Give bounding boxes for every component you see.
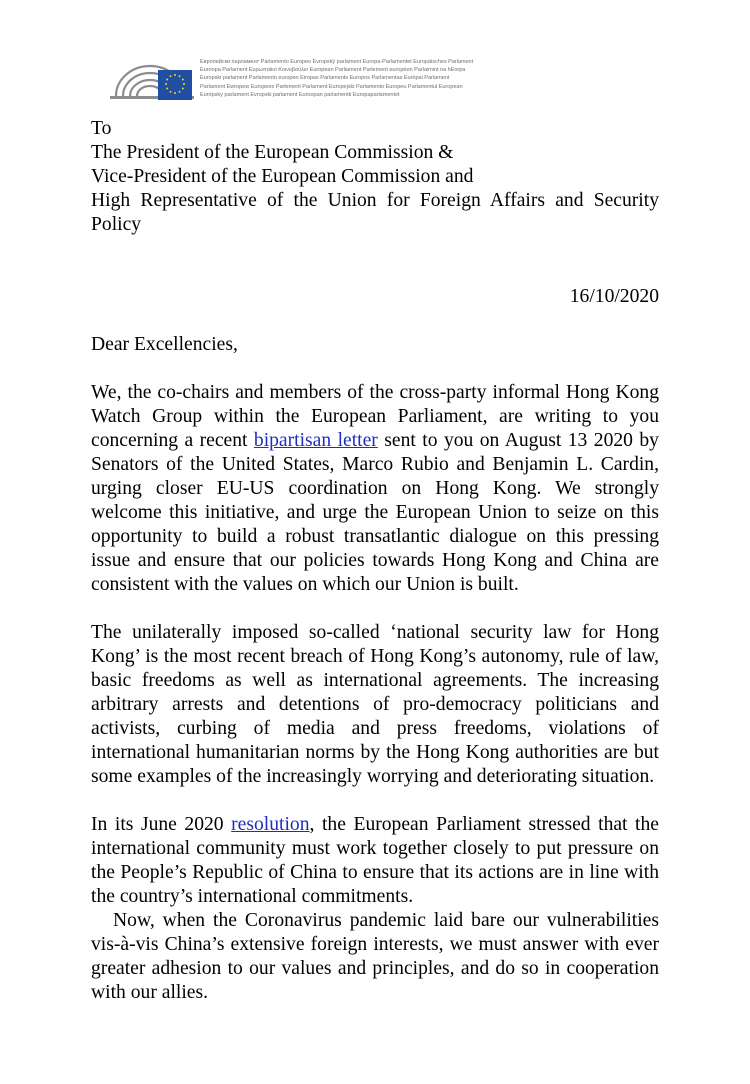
european-parliament-logo: [110, 56, 502, 102]
letter-date: 16/10/2020: [569, 286, 659, 307]
paragraph-3-text-a: In its June 2020: [91, 814, 232, 835]
logo-language-line: Euroopa Parlament Ευρωπαϊκό Κοινοβούλιο European Parliament Parlement européen Parlaimint na hEorpa: [200, 67, 466, 74]
resolution-link[interactable]: resolution: [231, 814, 310, 835]
paragraph-3-text-b: , the European Parliament stressed that the international community must work together closely to put pressure on the People’s Republic of China to ensure that its actions are in line with the country’s international commitments.: [91, 814, 659, 907]
recipient-line-1: The President of the European Commission &: [91, 142, 454, 163]
paragraph-1-text-b: sent to you on August 13 2020 by Senators of the United States, Marco Rubio and Benjamin L. Cardin, urging closer EU-US coordination on Hong Kong. We strongly welcome this initiative, and urge the European Union to seize on this opportunity to build a robust transatlantic dialogue on this pressing issue and ensure that our policies towards Hong Kong and China are consistent with the values on which our Union is built.: [91, 430, 659, 595]
logo-language-line: Európsky parlament Evropski parlament Euroopan parlamentti Europaparlamentet: [200, 91, 400, 98]
logo-language-line: Европейски парламент Parlamento Europeo Evropský parlament Europa-Parlamentet Europäisches Parlament: [200, 59, 474, 65]
paragraph-3-continuation: Now, when the Coronavirus pandemic laid bare our vulnerabilities vis-à-vis China’s extensive foreign interests, we must answer with ever greater adhesion to our values and principles, and do so in cooperation with our allies.: [91, 910, 659, 1003]
logo-language-names: [200, 58, 473, 99]
parliament-hemicycle-icon: [110, 56, 194, 102]
salutation: Dear Excellencies,: [91, 334, 238, 355]
paragraph-2: The unilaterally imposed so-called ‘national security law for Hong Kong’ is the most recent breach of Hong Kong’s autonomy, rule of law, basic freedoms as well as international agreements. The increasing arbitrary arrests and detentions of pro-democracy politicians and activists, curbing of media and press freedoms, violations of international humanitarian norms by the Hong Kong authorities are but some examples of the increasingly worrying and deteriorating situation.: [91, 622, 659, 787]
recipient-line-3: High Representative of the Union for Foreign Affairs and Security Policy: [91, 190, 659, 235]
paragraph-1: [91, 381, 659, 597]
paragraph-1-text-a: We, the co-chairs and members of the cross-party informal Hong Kong Watch Group within the European Parliament, are writing to you concerning a recent: [91, 382, 659, 451]
paragraph-3: [91, 813, 659, 909]
logo-language-line: Europski parlament Parlamento europeo Eiropas Parlaments Europos Parlamentas Európai Parlament: [200, 75, 450, 82]
bipartisan-letter-link[interactable]: bipartisan letter: [253, 430, 378, 451]
letter-body: [91, 117, 659, 1005]
recipient-to: To: [91, 118, 112, 139]
logo-language-line: Parlament Ewropew Europees Parlement Parlament Europejski Parlamento Europeu Parlamentul European: [200, 83, 463, 90]
recipient-line-2: Vice-President of the European Commission and: [91, 166, 474, 187]
